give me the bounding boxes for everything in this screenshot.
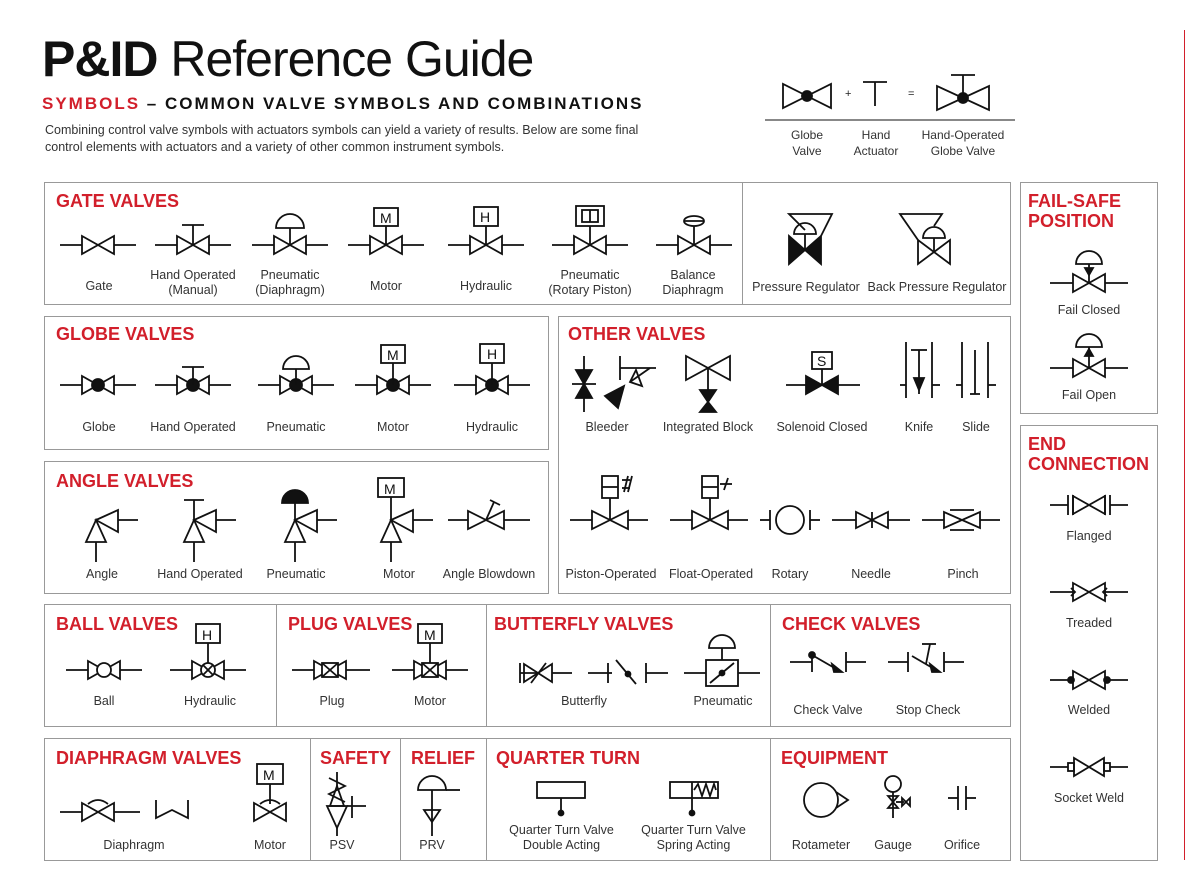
- equipment-label-orifice: Orifice: [943, 838, 981, 852]
- end-label-flanged: Flanged: [1066, 529, 1112, 543]
- quarter-turn-spring-symbol: [670, 782, 718, 816]
- diaphragm-label-diaphragm: Diaphragm: [103, 838, 165, 852]
- gate-label-hydraulic: Hydraulic: [459, 279, 513, 293]
- gate-label-pneumatic: Pneumatic (Diaphragm): [255, 268, 325, 297]
- angle-motor-letter: M: [384, 481, 396, 497]
- globe-label-motor: Motor: [377, 420, 409, 434]
- angle-label-blowdown: Angle Blowdown: [442, 567, 536, 581]
- rotameter-symbol: [804, 783, 848, 817]
- legend-hand-label: Hand Actuator: [853, 128, 899, 158]
- relief-label-prv: PRV: [419, 838, 445, 852]
- ball-hydraulic-letter: H: [202, 627, 213, 643]
- butterfly-label-pneumatic: Pneumatic: [693, 694, 753, 708]
- check-label-check: Check Valve: [793, 703, 863, 717]
- plug-motor-letter: M: [424, 627, 436, 643]
- other-label-rotary: Rotary: [771, 567, 809, 581]
- failsafe-title: FAIL-SAFE POSITION: [1028, 191, 1121, 231]
- legend-combined-label: Hand-Operated Globe Valve: [921, 128, 1005, 158]
- angle-label-angle: Angle: [86, 567, 118, 581]
- gate-hydraulic-letter: H: [480, 209, 491, 225]
- diaphragm-valve-symbol: [60, 800, 188, 821]
- ball-valves-title: BALL VALVES: [56, 614, 179, 634]
- butterfly-label-butterfly: Butterfly: [561, 694, 607, 708]
- intro-text: Combining control valve symbols with actuators symbols can yield a variety of results. Below are some final control elements with actuators and a variety of other common instrument symbols.: [45, 123, 639, 154]
- check-label-stop: Stop Check: [895, 703, 961, 717]
- label-pressure-regulator: Pressure Regulator: [752, 280, 860, 294]
- plug-label-plug: Plug: [319, 694, 345, 708]
- legend-globe-label: Globe Valve: [790, 128, 824, 158]
- quarter-turn-title: QUARTER TURN: [496, 748, 640, 768]
- quarter-turn-double-symbol: [537, 782, 585, 816]
- globe-motor-letter: M: [387, 347, 399, 363]
- end-label-treaded: Treaded: [1065, 616, 1113, 630]
- globe-hydraulic-letter: H: [487, 346, 498, 362]
- psv-symbol: [327, 772, 366, 836]
- globe-valves-title: GLOBE VALVES: [56, 324, 195, 344]
- end-connection-title: END CONNECTION: [1028, 434, 1149, 474]
- end-label-socket-weld: Socket Weld: [1054, 791, 1124, 805]
- relief-title: RELIEF: [411, 748, 476, 768]
- safety-title: SAFETY: [320, 748, 392, 768]
- other-label-knife: Knife: [904, 420, 934, 434]
- angle-valves-title: ANGLE VALVES: [56, 471, 194, 491]
- angle-label-pneumatic: Pneumatic: [266, 567, 326, 581]
- gate-label-gate: Gate: [85, 279, 113, 293]
- globe-label-hand: Hand Operated: [150, 420, 236, 434]
- angle-label-hand: Hand Operated: [157, 567, 243, 581]
- solenoid-letter: S: [817, 353, 827, 369]
- equipment-label-gauge: Gauge: [874, 838, 912, 852]
- angle-label-motor: Motor: [383, 567, 415, 581]
- plug-label-motor: Motor: [414, 694, 446, 708]
- legend-plus: +: [845, 88, 852, 100]
- gate-label-motor: Motor: [370, 279, 402, 293]
- gauge-symbol: [885, 776, 910, 818]
- ball-label-hydraulic: Hydraulic: [183, 694, 237, 708]
- gate-valves-title: GATE VALVES: [56, 191, 180, 211]
- equipment-label-rotameter: Rotameter: [791, 838, 851, 852]
- other-label-pinch: Pinch: [947, 567, 979, 581]
- ball-label-ball: Ball: [93, 694, 115, 708]
- globe-label-globe: Globe: [82, 420, 116, 434]
- page-subtitle: SYMBOLS – COMMON VALVE SYMBOLS AND COMBINATIONS: [42, 94, 644, 113]
- safety-label-psv: PSV: [329, 838, 355, 852]
- other-label-solenoid: Solenoid Closed: [776, 420, 868, 434]
- gate-label-hand: Hand Operated (Manual): [150, 268, 236, 297]
- plug-valves-title: PLUG VALVES: [288, 614, 413, 634]
- equipment-title: EQUIPMENT: [781, 748, 889, 768]
- other-label-integrated-block: Integrated Block: [662, 420, 754, 434]
- label-back-pressure-regulator: Back Pressure Regulator: [867, 280, 1007, 294]
- orifice-symbol: [948, 786, 976, 810]
- gate-motor-letter: M: [380, 210, 392, 226]
- diaphragm-motor-letter: M: [263, 767, 275, 783]
- globe-label-pneumatic: Pneumatic: [266, 420, 326, 434]
- quarter-label-double: Quarter Turn Valve Double Acting: [509, 823, 614, 852]
- other-valves-title: OTHER VALVES: [568, 324, 706, 344]
- other-label-needle: Needle: [851, 567, 891, 581]
- other-label-slide: Slide: [962, 420, 990, 434]
- failsafe-label-open: Fail Open: [1061, 388, 1117, 402]
- diaphragm-valves-title: DIAPHRAGM VALVES: [56, 748, 242, 768]
- quarter-label-spring: Quarter Turn Valve Spring Acting: [641, 823, 746, 852]
- gate-label-balance: Balance Diaphragm: [662, 268, 724, 297]
- gate-label-rotary: Pneumatic (Rotary Piston): [548, 268, 632, 297]
- butterfly-valves-title: BUTTERFLY VALVES: [494, 614, 674, 634]
- check-valves-title: CHECK VALVES: [782, 614, 921, 634]
- other-label-float: Float-Operated: [668, 567, 754, 581]
- prv-symbol: [418, 776, 460, 836]
- globe-label-hydraulic: Hydraulic: [465, 420, 519, 434]
- end-label-welded: Welded: [1067, 703, 1111, 717]
- other-label-bleeder: Bleeder: [585, 420, 629, 434]
- legend-equals: =: [908, 88, 915, 100]
- other-label-piston: Piston-Operated: [565, 567, 657, 581]
- page-title: P&ID Reference Guide: [42, 31, 534, 87]
- diaphragm-label-motor: Motor: [254, 838, 286, 852]
- failsafe-label-closed: Fail Closed: [1057, 303, 1121, 317]
